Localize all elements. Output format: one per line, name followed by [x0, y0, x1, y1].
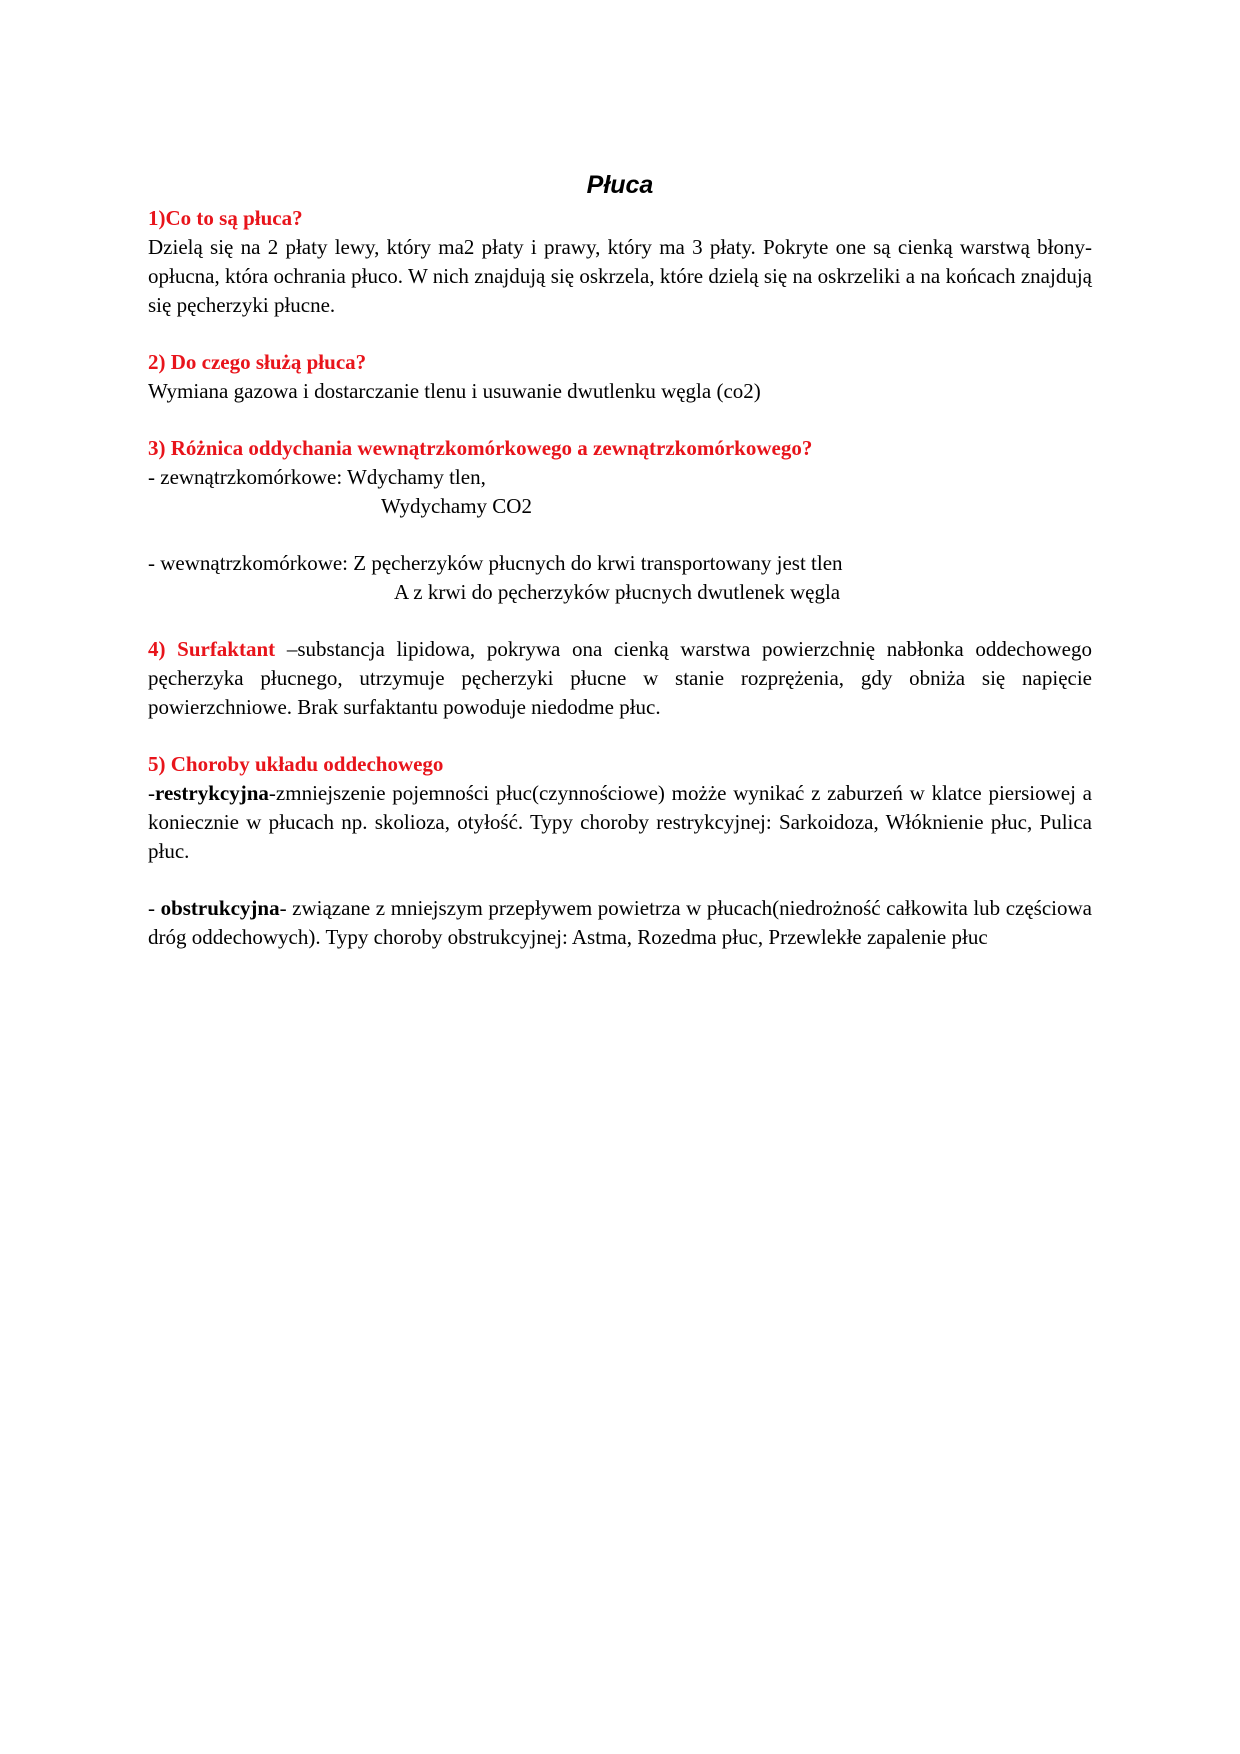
section-1-text: Dzielą się na 2 płaty lewy, który ma2 płaty i prawy, który ma 3 płaty. Pokryte one są cienką warstwą błony- opłucna, która ochrania płuco. W nich znajdują się oskrzela, które dzielą się na oskrzeliki a na końcach znajdują się pęcherzyki płucne. [148, 235, 1092, 317]
obstructive-prefix: - [148, 896, 161, 920]
section-1-heading: 1)Co to są płuca? [148, 206, 303, 230]
spacer [148, 406, 1092, 434]
external-respiration-line-2: Wydychamy CO2 [381, 494, 532, 518]
obstructive-text: - związane z mniejszym przepływem powietrza w płucach(niedrożność całkowita lub częściowa dróg oddechowych). Typy choroby obstrukcyjnej: Astma, Rozedma płuc, Przewlekłe zapalenie płuc [148, 896, 1093, 949]
section-5-heading: 5) Choroby układu oddechowego [148, 752, 444, 776]
section-2-heading: 2) Do czego służą płuca? [148, 350, 367, 374]
spacer [148, 866, 1092, 894]
section-4-paragraph [148, 635, 1092, 722]
restrictive-text: -zmniejszenie pojemności płuc(czynnościowe) możże wynikać z zaburzeń w klatce piersiowej a koniecznie w płucach np. skolioza, otyłość. Typy choroby restrykcyjnej: Sarkoidoza, Włóknienie płuc, Pulica płuc. [148, 781, 1092, 863]
section-4-text: –substancja lipidowa, pokrywa ona cienką warstwa powierzchnię nabłonka oddechowego pęcherzyka płucnego, utrzymuje pęcherzyki płucne w stanie rozprężenia, gdy obniża się napięcie powierzchniowe. Brak surfaktantu powoduje niedodme płuc. [148, 637, 1092, 719]
restrictive-term: restrykcyjna [155, 781, 269, 805]
internal-respiration-line-1: - wewnątrzkomórkowe: Z pęcherzyków płucnych do krwi transportowany jest tlen [148, 551, 843, 575]
section-4-heading: 4) Surfaktant [148, 637, 276, 661]
restrictive-disease-paragraph [148, 779, 1092, 866]
section-3-heading: 3) Różnica oddychania wewnątrzkomórkowego a zewnątrzkomórkowego? [148, 436, 813, 460]
spacer [148, 521, 1092, 549]
document-title: Płuca [586, 171, 654, 199]
obstructive-term: obstrukcyjna [160, 896, 280, 920]
spacer [148, 722, 1092, 750]
obstructive-disease-paragraph [148, 894, 1092, 952]
internal-respiration-line-2: A z krwi do pęcherzyków płucnych dwutlenek węgla [394, 580, 841, 604]
external-respiration-line-1: - zewnątrzkomórkowe: Wdychamy tlen, [148, 465, 486, 489]
spacer [148, 320, 1092, 348]
restrictive-prefix: - [148, 781, 155, 805]
section-2-text: Wymiana gazowa i dostarczanie tlenu i usuwanie dwutlenku węgla (co2) [148, 379, 761, 403]
document-page [148, 170, 1092, 952]
spacer [148, 607, 1092, 635]
